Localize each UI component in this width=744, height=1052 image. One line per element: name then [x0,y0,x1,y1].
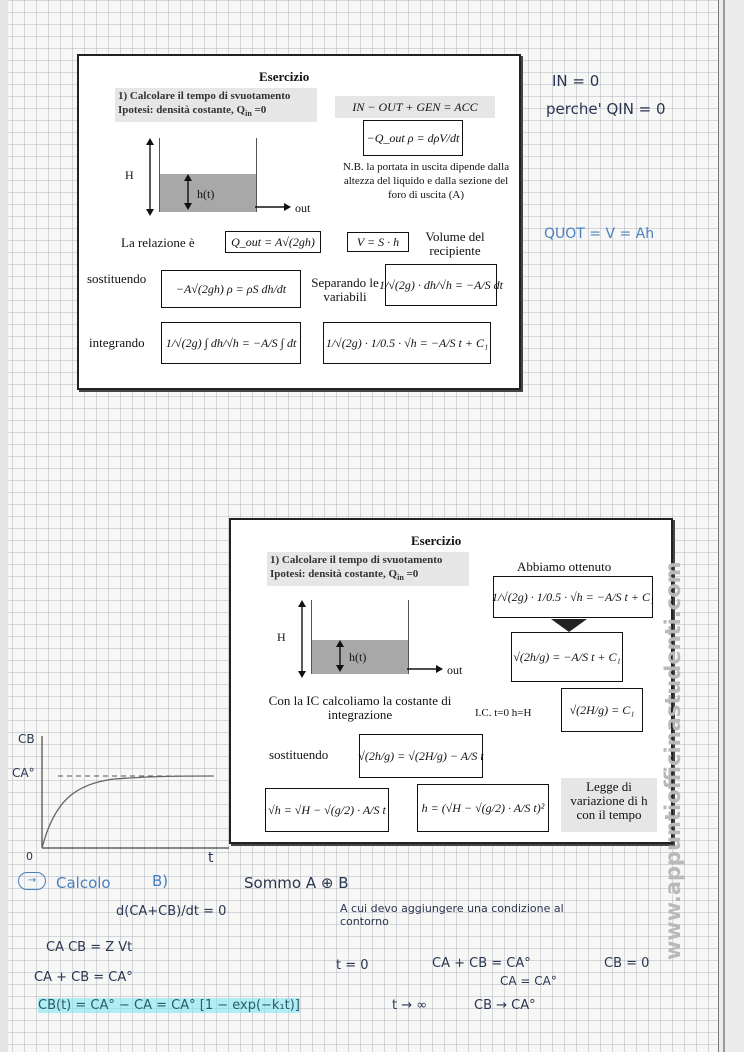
card2-abbiamo-label: Abbiamo ottenuto [517,559,612,574]
card1-v-eq: V = S · h [347,232,409,252]
card2-ic-cond: I.C. t=0 h=H [475,707,532,719]
exercise-card-2 [229,518,673,844]
card2-eq-b: √(2h/g) = −A/S t + C₁ [511,632,623,682]
card2-eq-d: √(2h/g) = √(2H/g) − A/S t [359,734,483,778]
card1-sep-eq: 1/√(2g) · dh/√h = −A/S dt [385,264,497,306]
hw-arrow-circle-icon: → [18,872,46,890]
card2-header-line2: Ipotesi: densità costante, Q [270,568,398,580]
card2-header-sub: in [397,573,404,583]
hw-quot: QUOT = V = Ah [544,226,655,242]
card1-level-arrow [183,174,193,212]
card2-ic-label: Con la IC calcoliamo la costante di integrazione [268,693,452,722]
hw-tinf-eq: CB → CA° [474,998,536,1013]
hw-final-eq [38,998,300,1013]
card1-res-eq: 1/√(2g) · 1/0.5 · √h = −A/S t + C₁ [323,322,491,364]
hw-graph-ca0: CA° [12,766,35,780]
card2-sostituendo-label: sostituendo [269,747,329,762]
card2-tank-H-arrow [297,600,307,680]
card1-tank-H-arrow [145,138,155,218]
card1-sost-eq: −A√(2gh) ρ = ρS dh/dt [161,270,301,308]
card2-eq-e: √h = √H − √(g/2) · A/S t [265,788,389,832]
card1-qout-eq: Q_out = A√(2gh) [225,231,321,253]
card2-eq-c: √(2H/g) = C₁ [561,688,643,732]
card1-tank-out-label: out [295,201,311,215]
notebook-binding [718,0,744,1052]
hw-t0-eq: CA + CB = CA° [432,956,531,971]
hw-note-a: A cui devo aggiungere una condizione al contorno [340,902,564,928]
card1-out-arrow [255,202,293,212]
card2-tank-H-label: H [277,630,286,644]
card2-tank-h-label: h(t) [349,650,367,664]
card2-eq-a: 1/√(2g) · 1/0.5 · √h = −A/S t + C₁ [493,576,653,618]
card1-sostituendo-label: sostituendo [87,271,147,286]
hw-sum-ca0: CA + CB = CA° [34,970,133,985]
hw-cb0: CB = 0 [604,956,650,971]
card1-title: Esercizio [259,69,310,84]
card1-separando-label: Separando le variabili [311,275,379,304]
card1-header-line1: 1) Calcolare il tempo di svuotamento [118,90,291,102]
hw-cacb: CA CB = Z Vt [46,940,133,955]
card1-header-sub: in [245,109,252,119]
page-left-edge [0,0,8,1052]
card2-level-arrow [335,640,345,674]
hw-final-eq-text: CB(t) = CA° − CA = CA° [1 − exp(−k₁t)] [38,998,300,1013]
hw-perche: perche' QIN = 0 [546,100,666,118]
hw-calcolo-b: B) [152,872,169,890]
hw-graph-t: t [208,850,214,866]
card1-balance-eq: IN − OUT + GEN = ACC [335,96,495,118]
card1-header [115,88,317,122]
hw-in-zero: IN = 0 [552,72,600,90]
watermark [652,560,692,960]
hw-graph-origin: 0 [26,850,33,863]
card2-eq-f: h = (√H − √(g/2) · A/S t)² [417,784,549,832]
card2-out-arrow [407,664,445,674]
card2-title: Esercizio [411,533,462,548]
card1-tank-H-label: H [125,168,134,182]
card2-header [267,552,469,586]
hw-calcolo: Calcolo [56,874,111,892]
hw-tinf: t → ∞ [392,998,428,1013]
card2-header-tail: =0 [403,568,419,580]
card1-volume-label: Volume del recipiente [425,229,485,258]
exercise-card-1 [77,54,521,390]
card2-down-arrow-icon [551,619,587,633]
hw-t0-eq2: CA = CA° [500,974,557,988]
card1-note: N.B. la portata in uscita dipende dalla altezza del liquido e dalla sezione del foro di uscita (A) [342,161,510,201]
card1-integrando-label: integrando [89,335,145,350]
card2-header-line1: 1) Calcolare il tempo di svuotamento [270,554,443,566]
hw-sommo: Sommo A ⊕ B [244,874,349,892]
card1-header-tail: =0 [251,104,267,116]
card1-tank-h-label: h(t) [197,187,215,201]
card2-legge-label: Legge di variazione di h con il tempo [561,778,657,832]
card1-flow-eq: −Q_out ρ = dρV/dt [363,120,463,156]
hw-graph-y-label: CB [18,732,35,746]
hw-derivative: d(CA+CB)/dt = 0 [116,904,227,919]
card1-int-eq: 1/√(2g) ∫ dh/√h = −A/S ∫ dt [161,322,301,364]
watermark-text: www.appuntiofficinastudenti.com [661,561,685,960]
hw-t0: t = 0 [336,958,369,973]
card2-tank-out-label: out [447,663,463,677]
card1-header-line2: Ipotesi: densità costante, Q [118,104,246,116]
card1-relazione-label: La relazione è [121,235,195,250]
hw-concentration-graph [14,732,234,867]
